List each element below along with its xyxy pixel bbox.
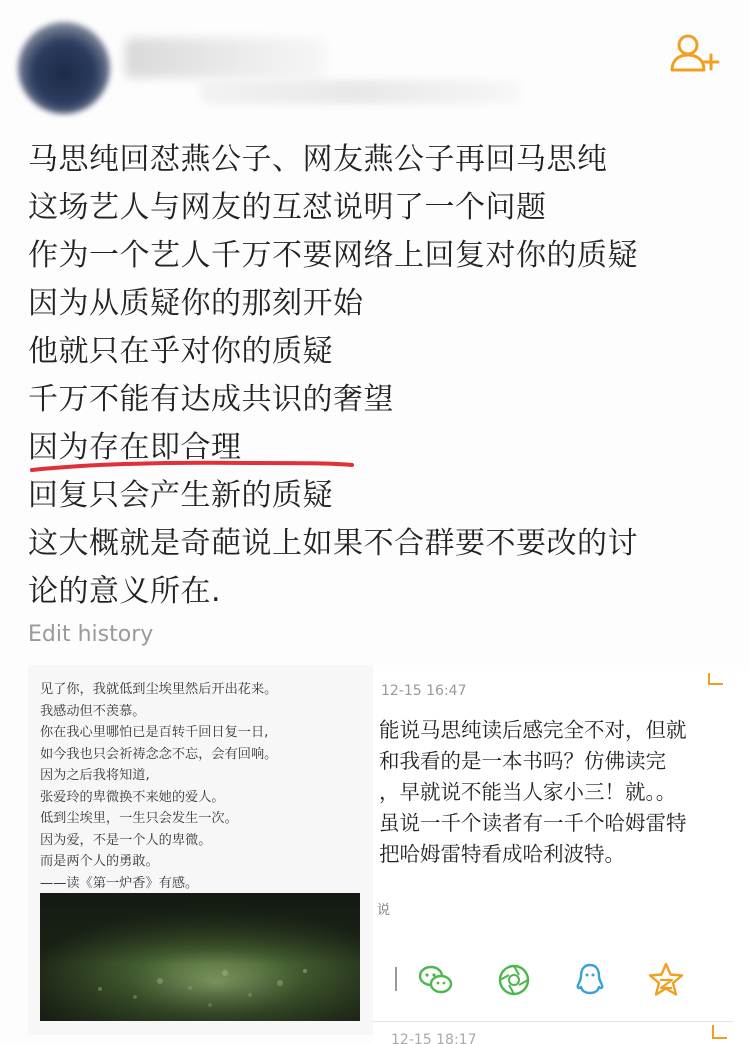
comment-text — [379, 715, 749, 870]
post-line: 作为一个艺人千万不要网络上回复对你的质疑 — [28, 238, 638, 273]
wechat-icon[interactable] — [417, 961, 455, 999]
poem-line: 张爱玲的卑微换不来她的爱人。 — [40, 789, 225, 805]
post-header — [0, 0, 749, 130]
repost-card[interactable] — [28, 665, 373, 1035]
poem-text — [40, 679, 370, 894]
username-blurred[interactable] — [125, 38, 325, 78]
poem-line: 低到尘埃里，一生只会发生一次。 — [40, 811, 238, 826]
poem-line: ——读《第一炉香》有感。 — [40, 875, 199, 891]
qq-icon[interactable] — [571, 961, 609, 999]
corner-bracket-icon — [707, 671, 725, 687]
post-line: 因为从质疑你的那刻开始 — [28, 286, 364, 321]
red-underline-annotation — [30, 458, 360, 480]
section-divider — [373, 1021, 733, 1022]
share-action-bar — [373, 961, 749, 1001]
next-comment-timestamp: 12-15 18:17 — [391, 1032, 477, 1044]
comment-line: 能说马思纯读后感完全不对，但就 — [379, 718, 687, 742]
post-line: 马思纯回怼燕公子、网友燕公子再回马思纯 — [28, 142, 608, 177]
grass-photo[interactable] — [40, 893, 360, 1021]
post-line: 他就只在乎对你的质疑 — [28, 334, 333, 369]
edit-history-link[interactable]: Edit history — [28, 622, 154, 647]
post-line-highlighted: 因为存在即合理 — [28, 430, 242, 465]
poem-line: 而是两个人的勇敢。 — [40, 854, 159, 869]
poem-line: 你在我心里哪怕已是百转千回日复一日, — [40, 725, 269, 740]
comment-line: 把哈姆雷特看成哈利波特。 — [379, 842, 625, 866]
avatar[interactable] — [18, 22, 110, 114]
comment-timestamp: 12-15 16:47 — [381, 683, 467, 699]
moments-icon[interactable] — [495, 961, 533, 999]
corner-bracket-icon — [711, 1023, 729, 1041]
post-line: 千万不能有达成共识的奢望 — [28, 382, 394, 417]
comment-line: 虽说一千个读者有一千个哈姆雷特 — [379, 811, 687, 835]
poem-line: 因为爱，不是一个人的卑微。 — [40, 832, 212, 848]
post-text — [28, 136, 728, 616]
divider-stub-icon — [377, 961, 415, 999]
poem-line: 如今我也只会祈祷念念不忘，会有回响。 — [40, 746, 278, 762]
qzone-icon[interactable] — [647, 961, 685, 999]
comment-line: ，早就说不能当人家小三！就。。 — [379, 780, 677, 804]
comment-line: 和我看的是一本书吗？仿佛读完 — [379, 749, 666, 773]
poem-line: 因为之后我将知道, — [40, 768, 150, 783]
post-line: 回复只会产生新的质疑 — [28, 478, 333, 513]
follow-button[interactable] — [668, 32, 720, 76]
poem-line: 我感动但不羡慕。 — [40, 703, 146, 719]
poem-line: 见了你，我就低到尘埃里然后开出花来。 — [40, 682, 278, 697]
add-user-icon — [668, 32, 720, 76]
post-line: 这大概就是奇葩说上如果不合群要不要改的讨 — [28, 526, 638, 561]
post-line: 这场艺人与网友的互怼说明了一个问题 — [28, 190, 547, 225]
post-meta-blurred — [200, 80, 520, 104]
truncated-label: 说 — [377, 903, 391, 918]
comment-panel — [373, 665, 749, 1044]
post-line: 论的意义所在. — [28, 574, 222, 609]
